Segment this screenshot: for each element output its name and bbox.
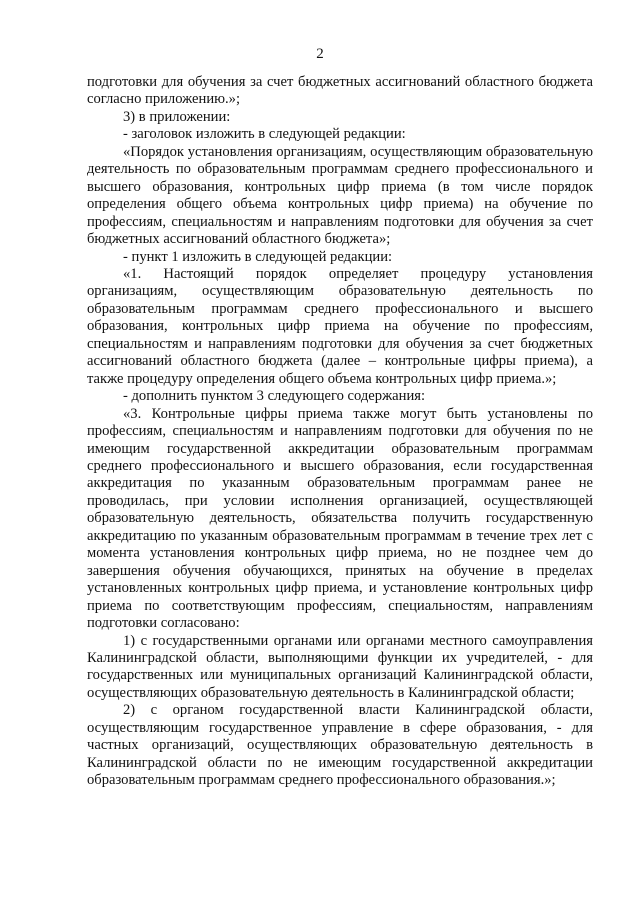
text-paragraph: 1) с государственными органами или органами местного самоуправления Калининградской области, выполняющими функции их учредителей, - для государственных или муниципальных организаций Калининградской области, осуществляющих образовательную деятельность в Калининградской области; xyxy=(87,632,593,701)
document-body xyxy=(87,74,593,790)
text-paragraph: «Порядок установления организациям, осуществляющим образовательную деятельность по образовательным программам среднего профессионального и высшего образования, контрольных цифр приема (в том числе порядок определения общего объема контрольных цифр приема) на обучение по профессиям, специальностям и направлениям подготовки для обучения за счет бюджетных ассигнований областного бюджета»; xyxy=(87,143,593,248)
text-paragraph: 3) в приложении: xyxy=(123,108,231,125)
text-paragraph: - пункт 1 изложить в следующей редакции: xyxy=(123,248,393,265)
page-number: 2 xyxy=(316,46,324,62)
text-paragraph: 2) с органом государственной власти Калининградской области, осуществляющим государственное управление в сфере образования, - для частных организаций, осуществляющих образовательную деятельность в Калининградской области по не имеющим государственной аккредитации образовательным программам среднего профессионального образования.»; xyxy=(87,702,593,789)
text-paragraph: подготовки для обучения за счет бюджетных ассигнований областного бюджета согласно приложению.»; xyxy=(87,74,593,108)
text-paragraph: - дополнить пунктом 3 следующего содержания: xyxy=(123,388,426,405)
text-paragraph: - заголовок изложить в следующей редакции: xyxy=(123,126,406,143)
text-paragraph: «1. Настоящий порядок определяет процедуру установления организациям, осуществляющим образовательную деятельность по образовательным программам среднего профессионального и высшего образования, контрольных цифр приема на обучение по профессиям, специальностям и направлениям подготовки для обучения за счет бюджетных ассигнований областного бюджета (далее – контрольные цифры приема), а также процедуру определения общего объема контрольных цифр приема.»; xyxy=(87,265,593,387)
text-paragraph: «3. Контрольные цифры приема также могут быть установлены по профессиям, специальностям и направлениям подготовки для обучения по не имеющим государственной аккредитации образовательным программам среднего профессионального и высшего образования, если государственная аккредитация по указанным образовательным программам ранее не проводилась, при условии исполнения организацией, осуществляющей образовательную деятельность, обязательства получить государственную аккредитацию по указанным образовательным программам в течение трех лет с момента установления контрольных цифр приема, но не позднее чем до завершения обучения обучающихся, принятых на обучение в пределах установленных контрольных цифр приема, и установление контрольных цифр приема по соответствующим профессиям, специальностям, направлениям подготовки согласовано: xyxy=(87,405,593,632)
